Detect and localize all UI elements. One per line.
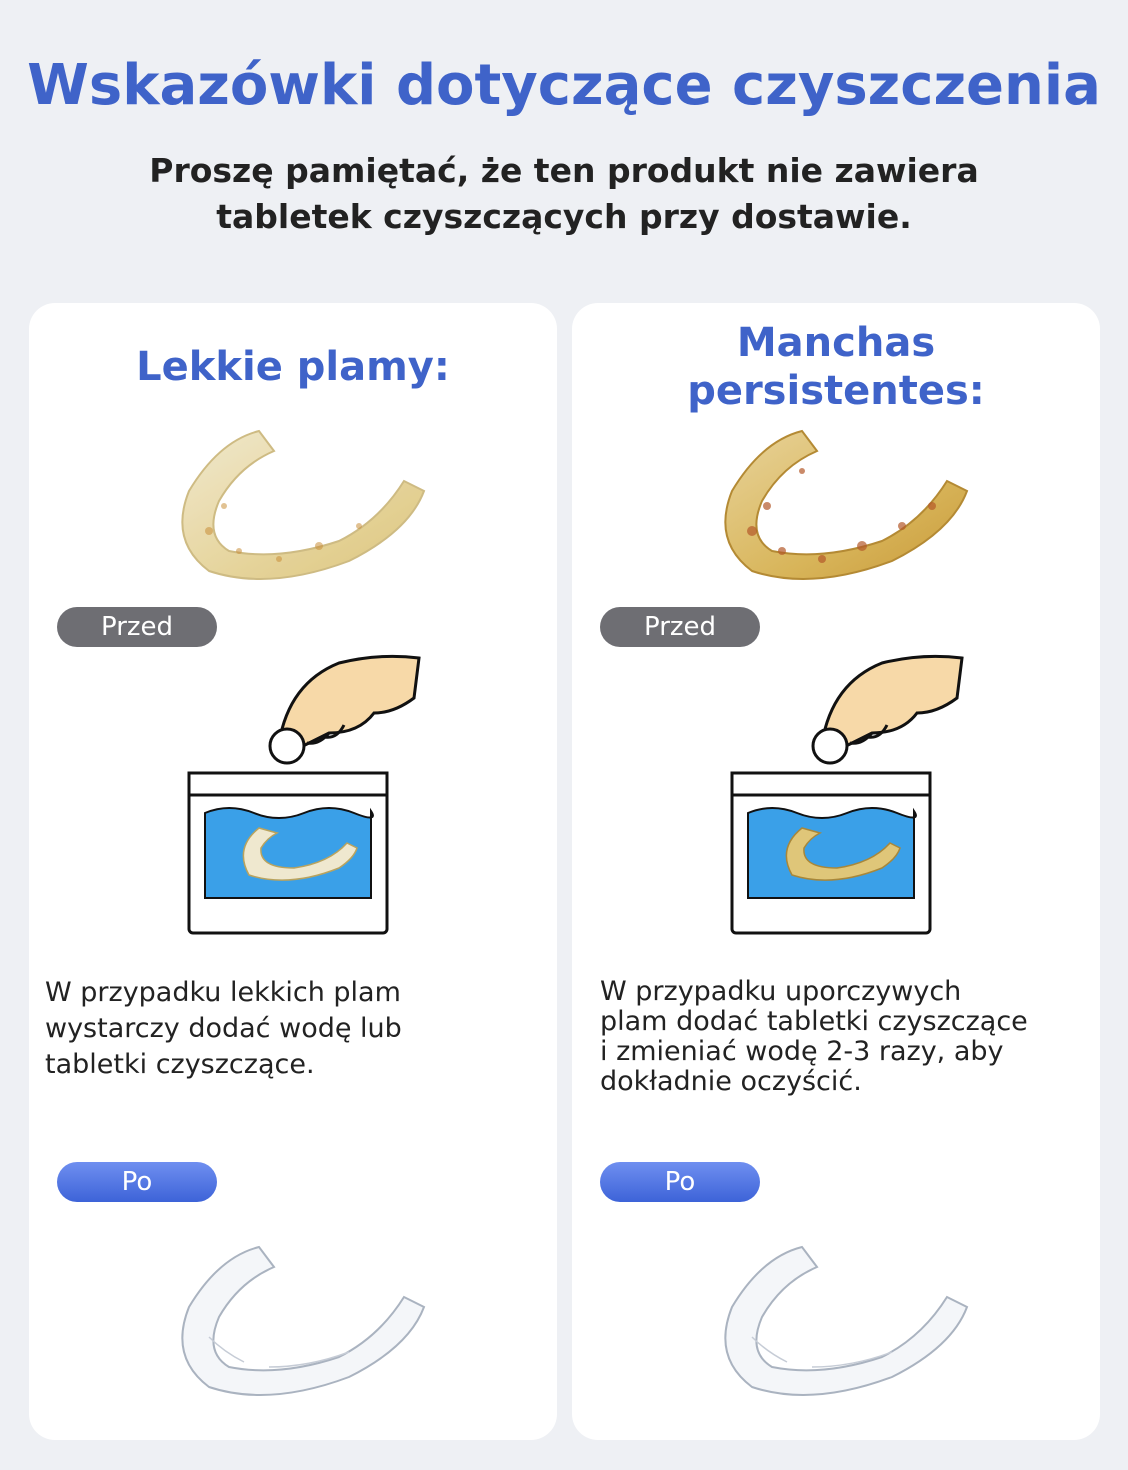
card-persistent-stains: [572, 303, 1100, 1440]
subtitle-line-1: Proszę pamiętać, że ten produkt nie zawiera: [149, 151, 979, 190]
stained-aligner-heavy-image: [692, 411, 982, 601]
clean-aligner-image: [149, 1227, 439, 1417]
before-label: Przed: [57, 607, 217, 647]
soaking-illustration: [722, 653, 992, 943]
cleaning-instructions: W przypadku lekkich plam wystarczy dodać wodę lub tabletki czyszczące.: [45, 977, 402, 1080]
cleaning-instructions: W przypadku uporczywych plam dodać tabletki czyszczące i zmieniać wodę 2-3 razy, aby dokładnie oczyścić.: [600, 976, 1028, 1097]
card-heading: [29, 343, 557, 391]
cleaning-tablet-icon: [270, 729, 304, 763]
before-label: Przed: [600, 607, 760, 647]
after-label: Po: [600, 1162, 760, 1202]
after-label: Po: [57, 1162, 217, 1202]
card-heading-line-2: persistentes:: [687, 368, 985, 414]
page-title: Wskazówki dotyczące czyszczenia: [27, 53, 1101, 118]
soaking-illustration: [179, 653, 449, 943]
card-heading: [572, 319, 1100, 415]
clean-aligner-image: [692, 1227, 982, 1417]
card-light-stains: [29, 303, 557, 1440]
subtitle-line-2: tabletek czyszczących przy dostawie.: [216, 197, 912, 236]
card-heading-line-1: Manchas: [736, 320, 936, 366]
cleaning-tablet-icon: [813, 729, 847, 763]
stained-aligner-light-image: [149, 411, 439, 601]
page-subtitle: [0, 148, 1128, 240]
card-heading-line-1: Lekkie plamy:: [136, 344, 450, 390]
